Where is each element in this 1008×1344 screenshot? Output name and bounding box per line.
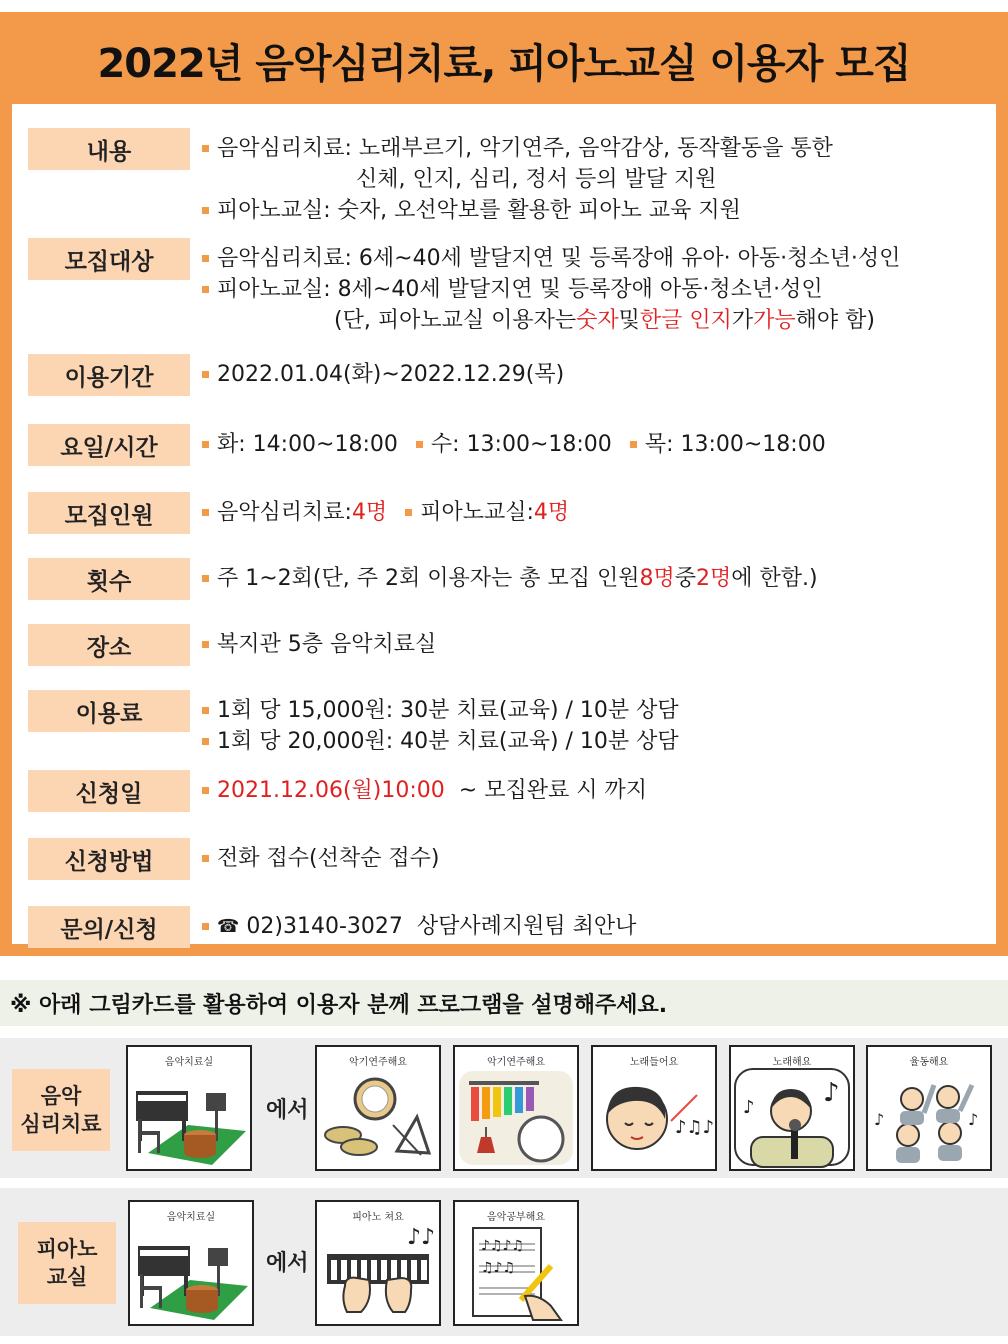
card-instrument-1: 악기연주해요 (315, 1045, 441, 1171)
label-place: 장소 (28, 624, 190, 666)
svg-text:♪: ♪ (743, 1097, 755, 1118)
card-dance: 율동해요 ♪ ♪ (866, 1045, 992, 1171)
music-sheet-icon (455, 1220, 577, 1324)
music-room-icon (130, 1220, 252, 1324)
label-fee: 이용료 (28, 690, 190, 732)
singing-person-icon (731, 1065, 853, 1169)
bullet-icon (202, 641, 209, 648)
bullet-icon (202, 286, 209, 293)
bullet-icon (202, 255, 209, 262)
at-label: 에서 (266, 1251, 309, 1276)
label-schedule: 요일/시간 (28, 424, 190, 466)
band-label-music: 음악 심리치료 (12, 1069, 110, 1151)
label-recruit: 모집인원 (28, 492, 190, 534)
label-apply-date: 신청일 (28, 770, 190, 812)
info-panel (12, 104, 996, 944)
notice: ※ 아래 그림카드를 활용하여 이용자 분께 프로그램을 설명해주세요. (0, 980, 1008, 1026)
svg-text:♪: ♪ (874, 1110, 885, 1129)
svg-text:♫♪♫: ♫♪♫ (481, 1260, 516, 1276)
dancing-group-icon (868, 1065, 990, 1169)
label-apply-method: 신청방법 (28, 838, 190, 880)
card-music-room-piano: 음악치료실 (128, 1200, 254, 1326)
svg-text:♪: ♪ (968, 1110, 979, 1129)
row-frequency: 횟수 주 1~2회(단, 주 2회 이용자는 총 모집 인원 8명 중 2명 에 한함.) (28, 558, 978, 600)
row-apply-method: 신청방법 전화 접수(선착순 접수) (28, 838, 978, 880)
band-music-therapy (0, 1038, 1008, 1178)
svg-text:♪♫♪♫: ♪♫♪♫ (481, 1238, 524, 1254)
row-schedule: 요일/시간 화: 14:00~18:00 수: 13:00~18:00 목: 13:00~18:00 (28, 424, 978, 466)
bullet-icon (202, 855, 209, 862)
xylophone-icon (455, 1065, 577, 1169)
card-study-music: 음악공부해요 ♪♫♪♫ ♫♪♫ (453, 1200, 579, 1326)
row-apply-date: 신청일 2021.12.06(월)10:00 ~ 모집완료 시 까지 (28, 770, 978, 812)
bullet-icon (202, 509, 209, 516)
bullet-icon (202, 575, 209, 582)
tambourine-icon (317, 1065, 439, 1169)
card-play-piano: 피아노 쳐요 ♪♪ (315, 1200, 441, 1326)
piano-keys-icon (317, 1220, 439, 1324)
bullet-icon (630, 441, 637, 448)
at-label: 에서 (266, 1098, 309, 1123)
poster (0, 12, 1008, 956)
svg-text:♪♪: ♪♪ (407, 1225, 436, 1250)
bullet-icon (202, 738, 209, 745)
row-place: 장소 복지관 5층 음악치료실 (28, 624, 978, 666)
card-listen-song: 노래들어요 ♪♫♪ (591, 1045, 717, 1171)
row-recruit: 모집인원 음악심리치료: 4명 피아노교실: 4명 (28, 492, 978, 534)
bullet-icon (202, 787, 209, 794)
content-body: 음악심리치료: 노래부르기, 악기연주, 음악감상, 동작활동을 통한 신체, 인지, 심리, 정서 등의 발달 지원 피아노교실: 숫자, 오선악보를 활용한 피아노 교육 지원 (202, 128, 833, 226)
band-label-piano: 피아노 교실 (18, 1222, 116, 1304)
svg-text:♪♫♪: ♪♫♪ (675, 1117, 715, 1138)
label-period: 이용기간 (28, 354, 190, 396)
page-title: 2022년 음악심리치료, 피아노교실 이용자 모집 (97, 40, 911, 87)
music-room-icon (128, 1065, 250, 1169)
bullet-icon (202, 145, 209, 152)
target-body: 음악심리치료: 6세~40세 발달지연 및 등록장애 유아· 아동·청소년·성인 피아노교실: 8세~40세 발달지연 및 등록장애 아동·청소년·성인 (단, 피아노교실 이용자는 숫자 및 한글 인지 가 가능 해야 함) (202, 238, 900, 336)
bullet-icon (202, 923, 209, 930)
bullet-icon (416, 441, 423, 448)
card-instrument-2: 악기연주해요 (453, 1045, 579, 1171)
bullet-icon (202, 371, 209, 378)
bullet-icon (202, 441, 209, 448)
label-content: 내용 (28, 128, 190, 170)
bullet-icon (202, 707, 209, 714)
bullet-icon (405, 509, 412, 516)
row-period: 이용기간 2022.01.04(화)~2022.12.29(목) (28, 354, 978, 396)
phone-icon: ☎ (217, 916, 240, 937)
card-sing: 노래해요 ♪ ♪ (729, 1045, 855, 1171)
row-content (28, 128, 978, 226)
title-bar (12, 18, 996, 102)
band-piano-class (0, 1188, 1008, 1336)
bullet-icon (202, 207, 209, 214)
card-music-room: 음악치료실 (126, 1045, 252, 1171)
label-frequency: 횟수 (28, 558, 190, 600)
label-target: 모집대상 (28, 238, 190, 280)
row-contact: 문의/신청 ☎ 02)3140-3027 상담사례지원팀 최안나 (28, 906, 978, 948)
svg-text:♪: ♪ (823, 1078, 840, 1108)
row-fee: 이용료 1회 당 15,000원: 30분 치료(교육) / 10분 상담 1회 당 20,000원: 40분 치료(교육) / 10분 상담 (28, 690, 978, 757)
label-contact: 문의/신청 (28, 906, 190, 948)
row-target (28, 238, 978, 336)
listening-person-icon (593, 1065, 715, 1169)
